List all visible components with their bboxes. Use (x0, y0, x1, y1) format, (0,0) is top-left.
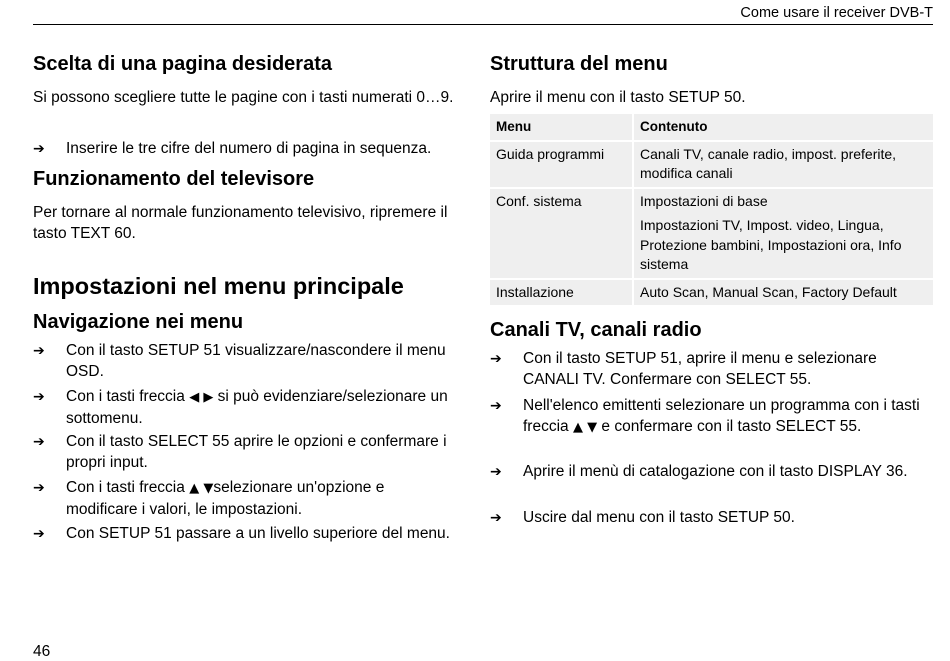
menu-cell: Installazione (490, 280, 632, 306)
main-heading: Impostazioni nel menu principale (33, 273, 404, 299)
section-title: Struttura del menu (490, 53, 668, 75)
content-cell: Auto Scan, Manual Scan, Factory Default (634, 280, 933, 306)
arrow-bullet-icon: ➔ (33, 434, 45, 450)
bullet-item (33, 524, 453, 545)
bullet-text: Con il tasto SETUP 51 visualizzare/nascondere il menu OSD. (66, 342, 446, 380)
column-header-menu: Menu (490, 114, 632, 140)
left-right-arrows-icon: ◀ ▶ (189, 390, 214, 405)
menu-cell: Guida programmi (490, 142, 632, 187)
arrow-bullet-icon: ➔ (33, 526, 45, 542)
column-header-content: Contenuto (634, 114, 933, 140)
table-row (490, 280, 933, 306)
paragraph: Aprire il menu con il tasto SETUP 50. (490, 89, 746, 106)
bullet-item (33, 432, 478, 473)
arrow-bullet-icon: ➔ (490, 510, 502, 526)
section-title: Canali TV, canali radio (490, 319, 702, 341)
bullet-text: Inserire le tre cifre del numero di pagina in sequenza. (66, 140, 432, 157)
bullet-text: Uscire dal menu con il tasto SETUP 50. (523, 509, 795, 526)
paragraph: Si possono scegliere tutte le pagine con i tasti numerati 0…9. (33, 89, 454, 106)
bullet-text: Con i tasti freccia ▲ ▼selezionare un'opzione e modificare i valori, le impostazioni. (66, 479, 385, 518)
bullet-item (490, 508, 937, 529)
bullet-item (490, 349, 930, 390)
content-cell: Impostazioni di base Impostazioni TV, Impost. video, Lingua, Protezione bambini, Impostazioni ora, Info sistema (634, 189, 933, 278)
arrow-bullet-icon: ➔ (33, 141, 45, 157)
bullet-text: Con SETUP 51 passare a un livello superiore del menu. (66, 525, 450, 542)
section-title: Scelta di una pagina desiderata (33, 53, 332, 75)
bullet-item (490, 396, 937, 438)
arrow-bullet-icon: ➔ (33, 343, 45, 359)
content-cell: Canali TV, canale radio, impost. preferite, modifica canali (634, 142, 933, 187)
bullet-text: Nell'elenco emittenti selezionare un programma con i tasti freccia ▲ ▼ e confermare con il tasto SELECT 55. (523, 397, 920, 435)
arrow-bullet-icon: ➔ (33, 480, 45, 496)
section-title: Funzionamento del televisore (33, 168, 315, 190)
running-title: Come usare il receiver DVB-T (740, 5, 933, 21)
table-row (490, 142, 933, 187)
arrow-bullet-icon: ➔ (490, 464, 502, 480)
bullet-text: Con il tasto SETUP 51, aprire il menu e selezionare CANALI TV. Confermare con SELECT 55. (523, 350, 877, 388)
up-down-arrows-icon: ▲ ▼ (572, 419, 598, 435)
arrow-bullet-icon: ➔ (490, 351, 502, 367)
bullet-item (490, 462, 937, 483)
arrow-bullet-icon: ➔ (33, 389, 45, 405)
bullet-text: Con i tasti freccia ◀ ▶ si può evidenziare/selezionare un sottomenu. (66, 388, 448, 427)
paragraph: Per tornare al normale funzionamento televisivo, ripremere il tasto TEXT 60. (33, 204, 448, 242)
bullet-item (33, 478, 448, 520)
bullet-item (33, 341, 453, 382)
table-row (490, 189, 933, 278)
section-title: Navigazione nei menu (33, 311, 244, 333)
bullet-text: Aprire il menù di catalogazione con il tasto DISPLAY 36. (523, 463, 908, 480)
page-number: 46 (33, 643, 51, 660)
arrow-bullet-icon: ➔ (490, 398, 502, 414)
bullet-item (33, 387, 478, 429)
bullet-item (33, 139, 478, 160)
running-header (33, 5, 933, 25)
menu-structure-table (488, 112, 935, 307)
menu-cell: Conf. sistema (490, 189, 632, 278)
bullet-text: Con il tasto SELECT 55 aprire le opzioni e confermare i propri input. (66, 433, 447, 471)
table-header-row (490, 114, 933, 140)
up-down-arrows-icon: ▲ ▼ (189, 481, 214, 496)
